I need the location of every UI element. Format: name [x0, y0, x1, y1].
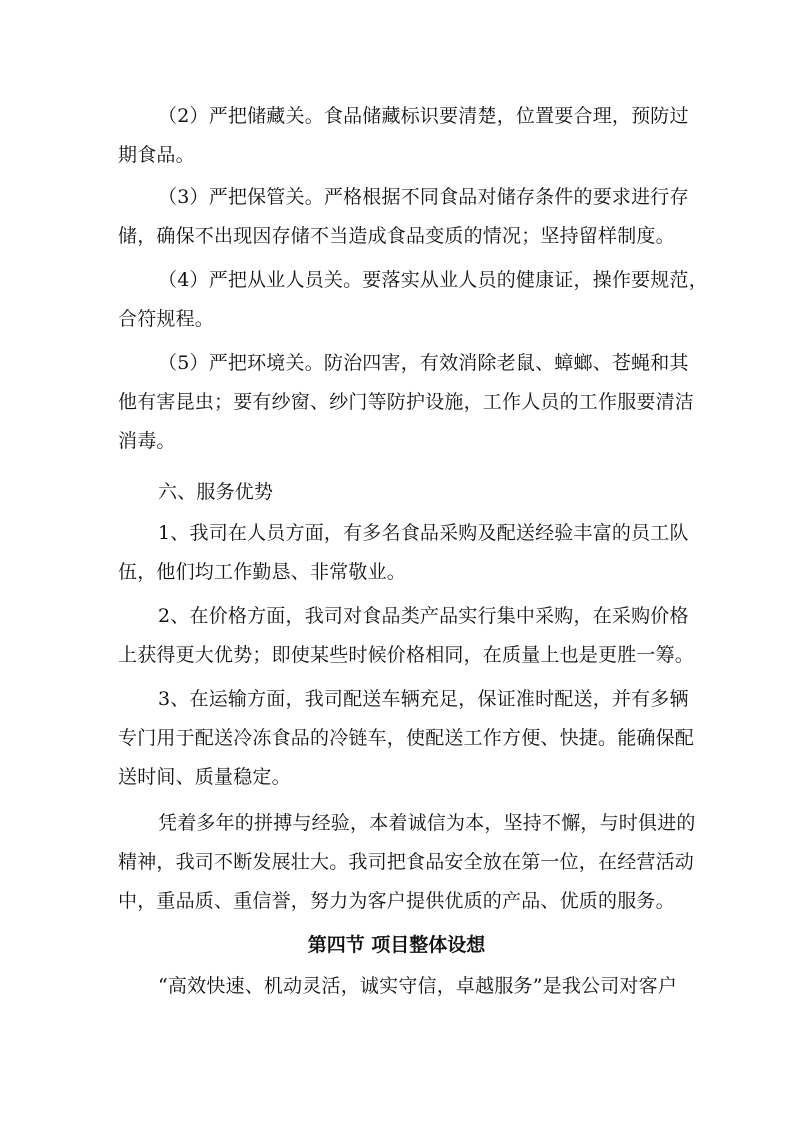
text-line: “高效快速、机动灵活，诚实守信，卓越服务”是我公司对客户	[158, 975, 678, 997]
text-line: （3）严把保管关。严格根据不同食品对储存条件的要求进行存	[158, 186, 689, 208]
paragraph-staff	[118, 261, 708, 339]
text-line: 伍，他们均工作勤恳、非常敬业。	[118, 561, 407, 583]
text-line: 专门用于配送冷冻食品的冷链车，使配送工作方便、快捷。能确保配	[118, 727, 695, 749]
text-line: 合符规程。	[118, 308, 215, 330]
text-line: 2、在价格方面，我司对食品类产品实行集中采购，在采购价格	[158, 605, 689, 627]
text-line: 六、服务优势	[158, 481, 274, 503]
text-line: 储，确保不出现因存储不当造成食品变质的情况；坚持留样制度。	[118, 225, 675, 247]
paragraph-closing	[118, 967, 680, 1006]
paragraph-storage	[118, 97, 689, 175]
paragraph-summary	[118, 804, 696, 921]
paragraph-transport	[118, 680, 695, 797]
text-line: 期食品。	[118, 144, 195, 166]
text-line: 他有害昆虫；要有纱窗、纱门等防护设施，工作人员的工作服要清洁	[118, 391, 695, 413]
section-heading: 第四节 项目整体设想	[307, 934, 486, 956]
text-line: （4）严把从业人员关。要落实从业人员的健康证，操作要规范，	[158, 269, 708, 291]
paragraph-custody	[118, 178, 689, 256]
text-line: 上获得更大优势；即使某些时候价格相同，在质量上也是更胜一筹。	[118, 644, 695, 666]
subheading-service-advantages	[118, 473, 680, 512]
text-line: （5）严把环境关。防治四害，有效消除老鼠、蟑螂、苍蝇和其	[158, 352, 689, 374]
text-line: （2）严把储藏关。食品储藏标识要清楚，位置要合理，预防过	[158, 105, 689, 127]
text-line: 消毒。	[118, 430, 176, 452]
text-line: 3、在运输方面，我司配送车辆充足，保证准时配送，并有多辆	[158, 688, 689, 710]
text-line: 凭着多年的拼搏与经验，本着诚信为本，坚持不懈，与时俱进的	[158, 812, 696, 834]
paragraph-personnel	[118, 514, 689, 592]
paragraph-environment	[118, 344, 695, 461]
text-line: 1、我司在人员方面，有多名食品采购及配送经验丰富的员工队	[158, 522, 689, 544]
text-line: 中，重品质、重信誉，努力为客户提供优质的产品、优质的服务。	[118, 890, 675, 912]
paragraph-price	[118, 597, 695, 675]
text-line: 送时间、质量稳定。	[118, 766, 291, 788]
text-line: 精神，我司不断发展壮大。我司把食品安全放在第一位，在经营活动	[118, 851, 695, 873]
